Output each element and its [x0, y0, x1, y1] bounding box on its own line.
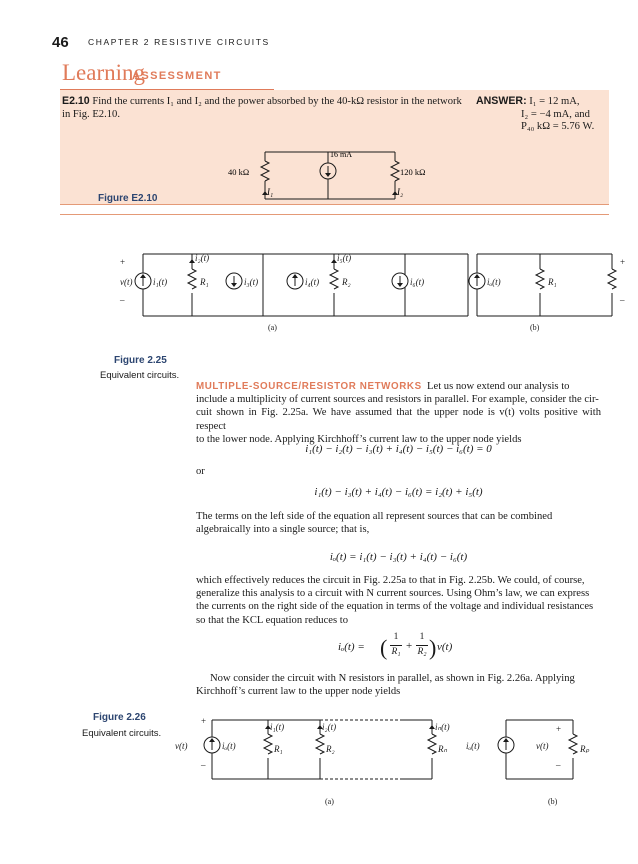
eq4-plus: +	[406, 640, 413, 652]
f226-part-a: (a)	[325, 797, 334, 806]
eq4-den-1: R₁	[391, 647, 401, 657]
f226-io-label: iₒ(t)	[222, 741, 236, 751]
answer-line-2: I₂ = −4 mA, and	[521, 108, 590, 120]
figure-2-25-label: Figure 2.25	[114, 355, 167, 366]
eq4-bar-1	[390, 645, 402, 646]
f225-part-a: (a)	[268, 323, 277, 332]
f225-i2-label: i₂(t)	[195, 253, 210, 263]
eq4-den-2: R₂	[417, 647, 427, 657]
f225-i1-label: i₁(t)	[153, 277, 168, 287]
para2-line-1: The terms on the left side of the equation all represent sources that can be combined	[196, 511, 553, 522]
chapter-header: CHAPTER 2 RESISTIVE CIRCUITS	[88, 37, 270, 47]
f226-in-label: iₙ(t)	[435, 722, 450, 732]
para4-line-2: Kirchhoff’s current law to the upper node yields	[196, 686, 401, 698]
section-heading: MULTIPLE-SOURCE/RESISTOR NETWORKS	[196, 381, 422, 392]
para3-line-4: so that the KCL equation reduces to	[196, 614, 349, 626]
para3-line-2: generalize this analysis to a circuit with N current sources. Using Ohm’s law, we can express	[196, 588, 590, 600]
f225-r1-label: R₁	[200, 277, 209, 287]
f225-io-label: iₒ(t)	[487, 277, 501, 287]
problem-line-1: Find the currents I₁ and I₂ and the power absorbed by the 40-kΩ resistor in the network	[92, 96, 462, 107]
para3-line-1: which effectively reduces the circuit in Fig. 2.25a to that in Fig. 2.25b. We could, of course,	[196, 575, 585, 586]
figure-e210-label: Figure E2.10	[98, 193, 158, 204]
equation-2: i₁(t) − i₃(t) + i₄(t) − i₆(t) = i₂(t) + i₅(t)	[314, 486, 483, 498]
answer-block	[476, 95, 616, 134]
or-text: or	[196, 466, 205, 477]
problem-id: E2.10	[62, 95, 90, 107]
page-number: 46	[52, 34, 69, 51]
f226-i1-label: i₁(t)	[270, 722, 285, 732]
f226-a-plus: +	[201, 716, 207, 726]
learning-assessment-title: Learning	[62, 60, 146, 85]
para1-line-3: cuit shown in Fig. 2.25a. We have assumed that the upper node is v(t) volts positive with respect	[196, 407, 601, 432]
e210-r1-label: 40 kΩ	[228, 167, 250, 177]
f225-v-label: v(t)	[120, 277, 133, 287]
f226-rp-label: Rₚ	[580, 744, 590, 754]
eq4-num-1: 1	[393, 632, 399, 642]
f226-rn-label: Rₙ	[438, 744, 448, 754]
assessment-bottom-rule	[60, 214, 609, 215]
f225-i4-label: i₄(t)	[305, 277, 320, 287]
figure-2-25-circuits	[100, 245, 630, 335]
f225-b-minus: –	[620, 295, 625, 305]
figure-e210-circuit	[220, 145, 426, 205]
f225-r2-label: R₂	[342, 277, 351, 287]
f225-b-plus: +	[620, 257, 626, 267]
equation-1: i₁(t) − i₂(t) − i₃(t) + i₄(t) − i₅(t) − i₆(t) = 0	[305, 443, 492, 455]
f225-i5-label: i₅(t)	[337, 253, 352, 263]
f226-v-label: v(t)	[175, 741, 188, 751]
figure-2-26-label: Figure 2.26	[93, 712, 146, 723]
problem-line-2: in Fig. E2.10.	[62, 108, 120, 120]
answer-line-1: I₁ = 12 mA,	[529, 96, 580, 107]
f226-b-minus: –	[556, 760, 561, 770]
para1-line-4: to the lower node. Applying Kirchhoff’s current law to the upper node yields	[196, 433, 522, 445]
para2-line-2: algebraically into a single source; that is,	[196, 524, 370, 536]
eq4-left: iₒ(t) =	[338, 641, 365, 653]
f225-a-minus: –	[120, 295, 125, 305]
section-paragraph-3	[196, 574, 601, 627]
figure-2-26-caption: Equivalent circuits.	[82, 728, 162, 739]
figure-2-26-circuits	[170, 712, 630, 812]
section-paragraph-4	[196, 672, 601, 698]
e210-r2-label: 120 kΩ	[400, 167, 426, 177]
e210-source-label: 16 mA	[330, 150, 352, 159]
figure-2-25-caption: Equivalent circuits.	[100, 370, 180, 381]
eq4-bar-2	[416, 645, 428, 646]
para1-line-1: Let us now extend our analysis to	[427, 381, 570, 392]
problem-text	[62, 95, 472, 121]
f226-r2-label: R₂	[326, 744, 335, 754]
eq4-paren-open: (	[380, 635, 388, 660]
f226-a-minus: –	[201, 760, 206, 770]
para4-line-1: Now consider the circuit with N resistors in parallel, as shown in Fig. 2.26a. Applying	[210, 673, 575, 684]
f226-b-v-label: v(t)	[536, 741, 549, 751]
eq4-num-2: 1	[419, 632, 425, 642]
learning-assessment-subtitle: ASSESSMENT	[132, 70, 222, 82]
f226-i2-label: i₂(t)	[322, 722, 337, 732]
answer-label: ANSWER:	[476, 95, 527, 107]
f226-b-io-label: iₒ(t)	[466, 741, 480, 751]
f226-part-b: (b)	[548, 797, 558, 806]
answer-line-3: P₄₀ kΩ = 5.76 W.	[521, 121, 595, 133]
para3-line-3: the currents on the right side of the equation in terms of the voltage and individual resistances	[196, 601, 594, 613]
eq4-paren-close: )	[429, 635, 437, 660]
f225-i3-label: i₃(t)	[244, 277, 259, 287]
e210-i2-label: I₂	[397, 187, 404, 197]
f226-r1-label: R₁	[274, 744, 283, 754]
section-paragraph-1	[196, 380, 601, 446]
eq4-right: v(t)	[437, 641, 453, 653]
f225-part-b: (b)	[530, 323, 540, 332]
f226-b-plus: +	[556, 724, 562, 734]
equation-3: iₒ(t) = i₁(t) − i₃(t) + i₄(t) − i₆(t)	[329, 551, 468, 563]
f225-i6-label: i₆(t)	[410, 277, 425, 287]
f225-a-plus: +	[120, 257, 126, 267]
equation-4	[338, 632, 458, 664]
section-paragraph-2	[196, 510, 601, 536]
e210-i1-label: I₁	[267, 187, 274, 197]
f225-b-r1-label: R₁	[548, 277, 557, 287]
para1-line-2: include a multiplicity of current sources and resistors in parallel. For example, consider the cir-	[196, 394, 599, 406]
